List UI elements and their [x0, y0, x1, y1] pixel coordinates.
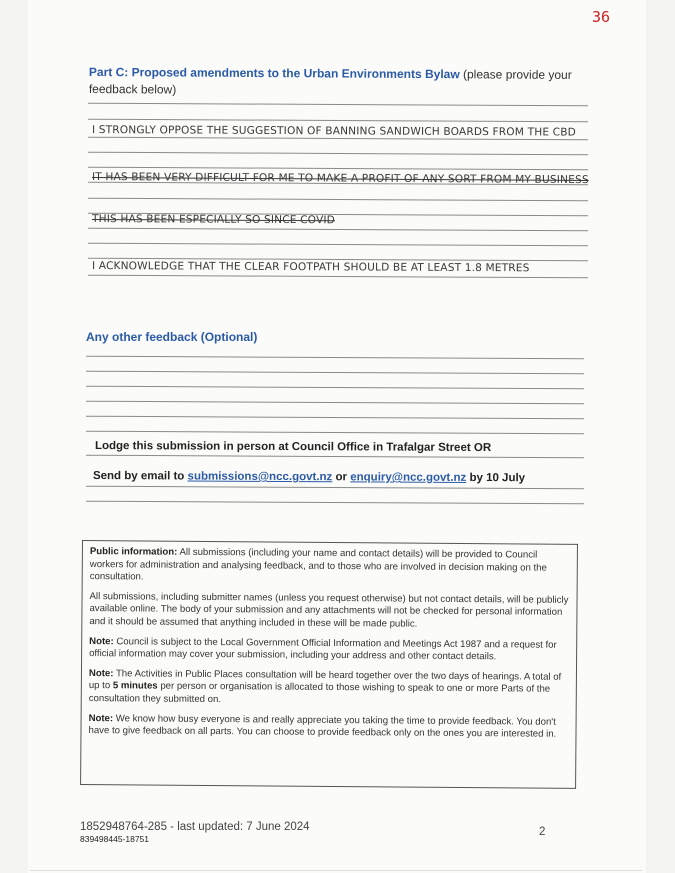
- footer-reference: 1852948764-285 - last updated: 7 June 2024: [80, 821, 310, 833]
- footer-document-id: 839498445-18751: [80, 834, 150, 844]
- info-text: Council is subject to the Local Government Official Information and Meetings Act 1987 and a request for official information may cover your submission, including your address and other contact details.: [89, 635, 557, 663]
- email-link-submissions[interactable]: submissions@ncc.govt.nz: [187, 470, 333, 484]
- public-information-box: [80, 540, 578, 789]
- info-label: Note:: [89, 635, 114, 647]
- handwritten-response-2: IT HAS BEEN VERY DIFFICULT FOR ME TO MAKE A PROFIT OF ANY SORT FROM MY BUSINESS: [91, 171, 589, 187]
- info-text: All submissions, including submitter names (unless you request otherwise) but not contact details, will be publicly available online. The body of your submission and any attachments will not be checked for personal information and it should be assumed that anything included in these will be made public.: [89, 590, 569, 630]
- lodge-in-person: Lodge this submission in person at Council Office in Trafalgar Street OR: [94, 440, 492, 455]
- info-paragraph-hearings: [89, 668, 568, 710]
- info-text: We know how busy everyone is and really appreciate you taking the time to provide feedback. You don't have to give feedback on all parts. You can choose to provide feedback only on the ones you are interested in.: [88, 712, 557, 740]
- handwritten-response-3: THIS HAS BEEN ESPECIALLY SO SINCE COVID: [91, 213, 335, 227]
- part-c-heading-block: [89, 64, 589, 101]
- page-marker: 36: [592, 8, 611, 26]
- email-or: or: [335, 471, 348, 484]
- info-label: Note:: [88, 667, 114, 680]
- info-paragraph-submissions: [89, 591, 568, 633]
- lodge-by-email: [93, 470, 525, 484]
- info-paragraph-lgoima: [89, 636, 568, 665]
- email-deadline: by 10 July: [469, 471, 526, 485]
- page-bottom-rule: [30, 870, 642, 871]
- info-emphasis: 5 minutes: [112, 680, 158, 692]
- email-link-enquiry[interactable]: enquiry@ncc.govt.nz: [350, 471, 467, 484]
- email-prefix: Send by email to: [92, 470, 185, 483]
- info-text: All submissions (including your name and contact details) will be provided to Council workers for administration and analysing feedback, and to those who are involved in decision making on the consultation.: [89, 546, 547, 583]
- footer-page-number: 2: [539, 826, 546, 838]
- info-text: The Activities in Public Places consultation will be heard together over the two days of hearings. A total of up to: [88, 668, 562, 692]
- info-paragraph-thanks: [88, 713, 567, 742]
- info-label: Note:: [88, 712, 114, 724]
- part-c-instruction: (please provide your feedback below): [88, 67, 572, 97]
- other-feedback-heading: Any other feedback (Optional): [86, 330, 258, 344]
- info-label: Public information:: [89, 546, 178, 558]
- info-text: per person or organisation is allocated to those wishing to speak to one or more Parts of the consultation they submitted on.: [88, 680, 551, 706]
- handwritten-response-4: I ACKNOWLEDGE THAT THE CLEAR FOOTPATH SHOULD BE AT LEAST 1.8 METRES: [91, 260, 530, 275]
- info-paragraph-public: [90, 546, 569, 588]
- part-c-heading: Part C: Proposed amendments to the Urban Environments Bylaw: [88, 64, 460, 82]
- handwritten-response-1: I STRONGLY OPPOSE THE SUGGESTION OF BANNING SANDWICH BOARDS FROM THE CBD: [91, 124, 577, 139]
